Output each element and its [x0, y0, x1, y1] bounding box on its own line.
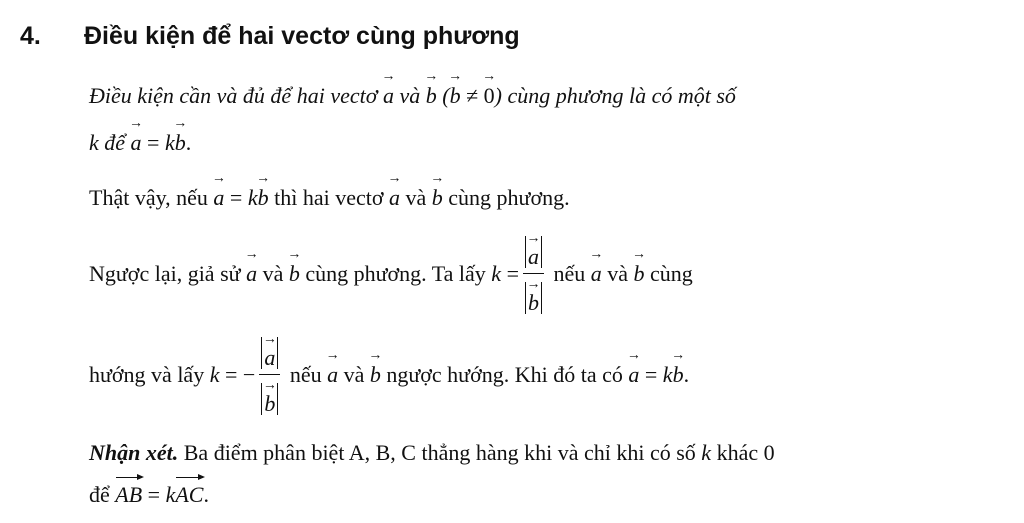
- vector-AB: AB: [115, 482, 142, 508]
- section-heading: [20, 22, 520, 51]
- remark-line-2: để AB = k AC.: [89, 482, 209, 508]
- vector-AC: AC: [175, 482, 203, 508]
- theorem-line-1: Điều kiện cần và đủ để hai vectơ → a và → b ( → b ≠ → 0) cùng phương là có một số: [89, 69, 736, 108]
- remark-line-1: Nhận xét. Ba điểm phân biệt A, B, C thẳng hàng khi và chỉ khi có số k khác 0: [89, 440, 775, 465]
- section-number: 4.: [20, 22, 41, 50]
- theorem-line-2: k để → a = k → b.: [89, 116, 192, 155]
- vector-b: → b: [424, 69, 439, 108]
- vector-b: → b: [448, 69, 463, 108]
- proof-line-3: hướng và lấy k = − → a → b nếu → a và → b ngược hướng. Khi đó ta có → a = k → b.: [89, 332, 690, 416]
- proof-line-1: Thật vậy, nếu → a = k → b thì hai vectơ → a và → b cùng phương.: [89, 171, 570, 210]
- vector-a: → a: [381, 69, 396, 108]
- k-negative-fraction: → a → b: [259, 337, 280, 417]
- proof-line-2: Ngược lại, giả sử → a và → b cùng phương. Ta lấy k = → a → b nếu → a và → b cùng: [89, 231, 693, 315]
- zero-vector: → 0: [482, 69, 497, 108]
- remark-label: Nhận xét.: [89, 440, 179, 465]
- k-positive-fraction: → a → b: [523, 236, 544, 316]
- section-title: Điều kiện để hai vectơ cùng phương: [84, 22, 520, 50]
